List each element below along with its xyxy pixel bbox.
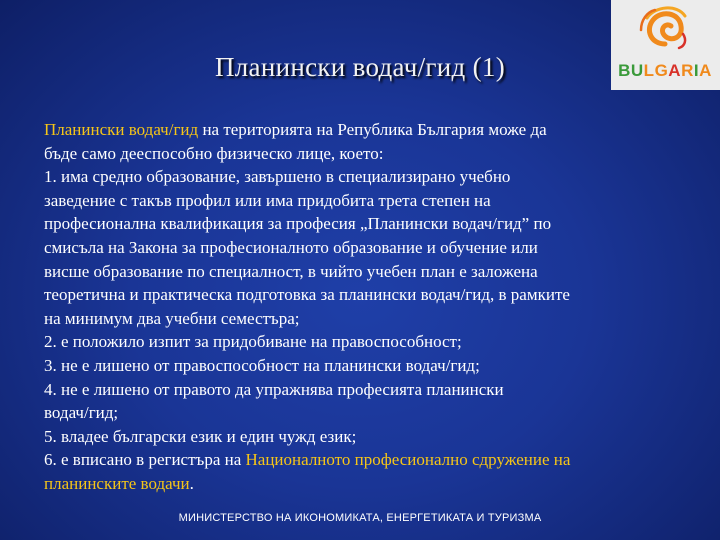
paragraph-line <box>44 401 684 425</box>
paragraph-text: водач/гид; <box>44 403 119 423</box>
paragraph-line <box>44 448 684 472</box>
paragraph-line <box>44 212 684 236</box>
paragraph-text: 3. не е лишено от правоспособност на планински водач/гид; <box>44 355 480 375</box>
paragraph-line <box>44 142 684 166</box>
highlighted-text: Националното професионално сдружение на <box>245 450 571 470</box>
slide-title: Планински водач/гид (1) <box>214 52 505 82</box>
logo-letter: L <box>643 61 655 80</box>
paragraph-line <box>44 330 684 354</box>
paragraph-line <box>44 354 684 378</box>
logo-letter: A <box>699 61 712 80</box>
logo-letter: U <box>630 61 644 80</box>
logo-letter: I <box>693 61 700 80</box>
paragraph-text: 2. е положило изпит за придобиване на правоспособност; <box>44 332 462 352</box>
paragraph-text: 4. не е лишено от правото да упражнява професията планински <box>44 379 504 399</box>
paragraph-line <box>44 307 684 331</box>
paragraph-text: смисъла на Закона за професионалното образование и обучение или <box>44 237 538 257</box>
highlighted-text: планинските водачи <box>44 473 190 493</box>
paragraph-text: на минимум два учебни семестъра; <box>44 308 300 328</box>
footer-ministry: МИНИСТЕРСТВО НА ИКОНОМИКАТА, ЕНЕРГЕТИКАТА И ТУРИЗМА <box>178 512 542 524</box>
paragraph-line <box>44 283 684 307</box>
paragraph-line <box>44 378 684 402</box>
paragraph-text: висше образование по специалност, в чийто учебен план е заложена <box>44 261 538 281</box>
bulgaria-logo <box>611 0 720 90</box>
sun-logo-icon <box>611 0 720 90</box>
paragraph-text: професионална квалификация за професия „Планински водач/гид” по <box>44 214 552 234</box>
paragraph-text: 5. владее български език и един чужд език; <box>44 426 357 446</box>
paragraph-text: теоретична и практическа подготовка за планински водач/гид, в рамките <box>44 285 570 305</box>
paragraph-line <box>44 118 684 142</box>
paragraph-text: 1. има средно образование, завършено в специализирано учебно <box>44 167 511 187</box>
logo-letter: G <box>654 61 669 80</box>
paragraph-text: на територията на Република България може да <box>198 120 547 139</box>
paragraph-line <box>44 260 684 284</box>
paragraph-line <box>44 236 684 260</box>
logo-letter: R <box>681 61 694 80</box>
paragraph-line <box>44 425 684 449</box>
paragraph-line <box>44 472 684 496</box>
paragraph-text: 6. е вписано в регистъра на <box>44 450 246 470</box>
paragraph-line <box>44 189 684 213</box>
logo-letter: B <box>618 61 631 80</box>
paragraph-line <box>44 165 684 189</box>
logo-wordmark <box>618 61 712 80</box>
body-paragraph <box>44 118 684 496</box>
paragraph-text: . <box>189 473 194 493</box>
highlighted-text: Планински водач/гид <box>44 120 199 139</box>
logo-letter: A <box>668 61 682 80</box>
paragraph-text: бъде само дееспособно физическо лице, което: <box>44 143 384 163</box>
paragraph-text: заведение с такъв профил или има придобита трета степен на <box>44 190 491 210</box>
